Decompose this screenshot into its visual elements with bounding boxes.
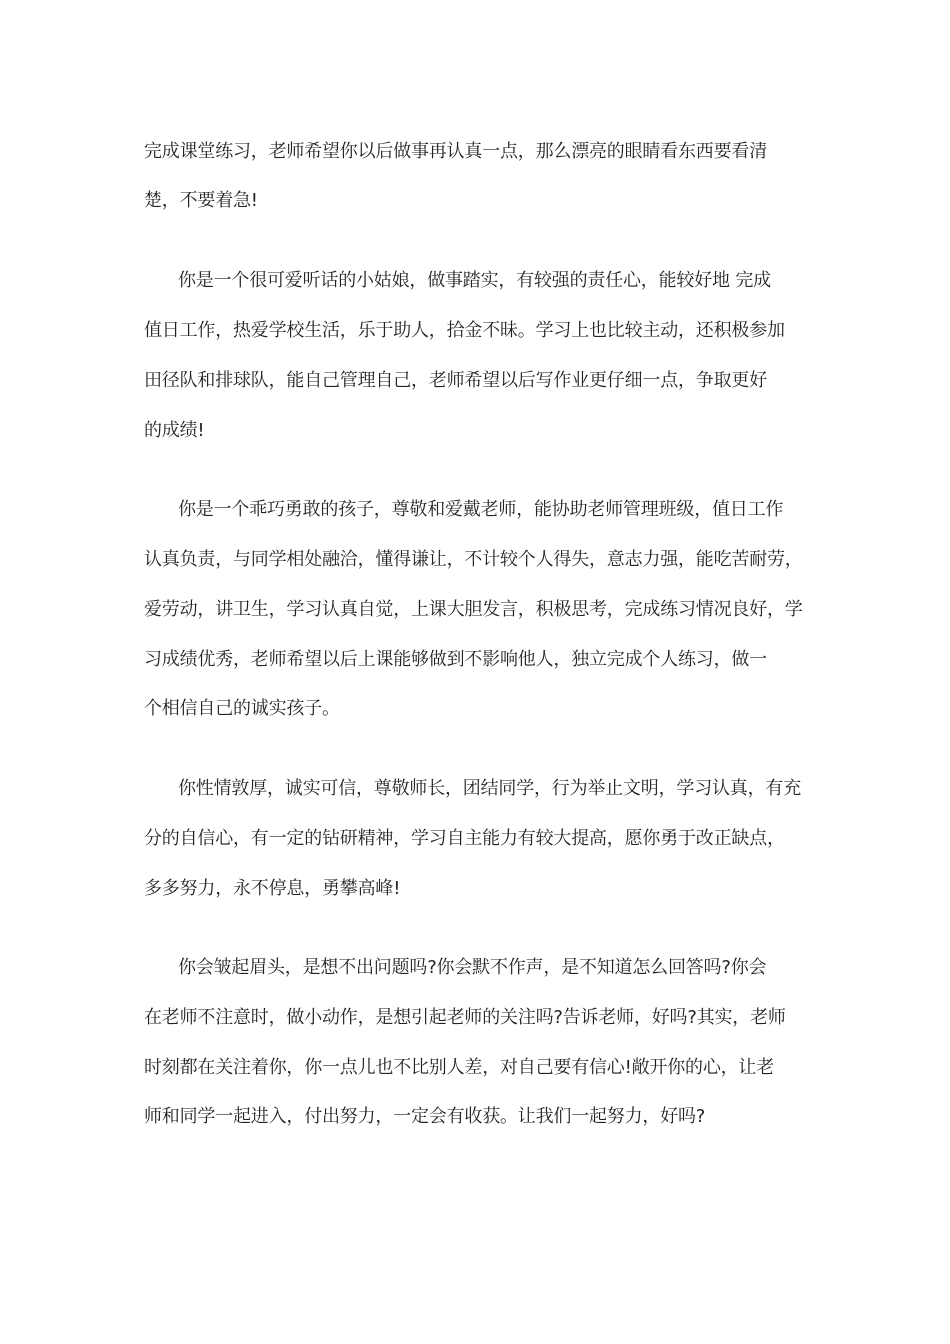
paragraph-line: 楚，不要着急! [144,190,258,211]
paragraph-line: 你性情敦厚，诚实可信，尊敬师长，团结同学，行为举止文明，学习认真，有充 [178,778,801,799]
paragraph-line: 的成绩! [144,420,205,441]
paragraph-line: 习成绩优秀，老师希望以后上课能够做到不影响他人，独立完成个人练习，做一 [144,649,767,670]
paragraph-line: 田径队和排球队，能自己管理自己，老师希望以后写作业更仔细一点，争取更好 [144,370,767,391]
paragraph-line: 值日工作，热爱学校生活，乐于助人，拾金不昧。学习上也比较主动，还积极参加 [144,320,785,341]
paragraph-line: 你是一个很可爱听话的小姑娘，做事踏实，有较强的责任心，能较好地 完成 [178,270,771,291]
paragraph-line: 你是一个乖巧勇敢的孩子，尊敬和爱戴老师，能协助老师管理班级，值日工作 [178,499,784,520]
paragraph-line: 你会皱起眉头，是想不出问题吗?你会默不作声，是不知道怎么回答吗?你会 [178,957,767,978]
paragraph-line: 完成课堂练习，老师希望你以后做事再认真一点，那么漂亮的眼睛看东西要看清 [144,141,767,162]
paragraph-line: 时刻都在关注着你，你一点儿也不比别人差，对自己要有信心!敞开你的心，让老 [144,1057,775,1078]
paragraph-line: 师和同学一起进入，付出努力，一定会有收获。让我们一起努力，好吗? [144,1106,706,1127]
paragraph-line: 在老师不注意时，做小动作，是想引起老师的关注吗?告诉老师，好吗?其实，老师 [144,1007,786,1028]
paragraph-line: 爱劳动，讲卫生，学习认真自觉，上课大胆发言，积极思考，完成练习情况良好，学 [144,599,803,620]
paragraph-line: 认真负责，与同学相处融洽，懂得谦让，不计较个人得失，意志力强，能吃苦耐劳， [144,549,803,570]
paragraph-line: 分的自信心，有一定的钻研精神，学习自主能力有较大提高，愿你勇于改正缺点， [144,828,785,849]
paragraph-line: 个相信自己的诚实孩子。 [144,698,340,719]
paragraph-line: 多多努力，永不停息，勇攀高峰! [144,878,401,899]
